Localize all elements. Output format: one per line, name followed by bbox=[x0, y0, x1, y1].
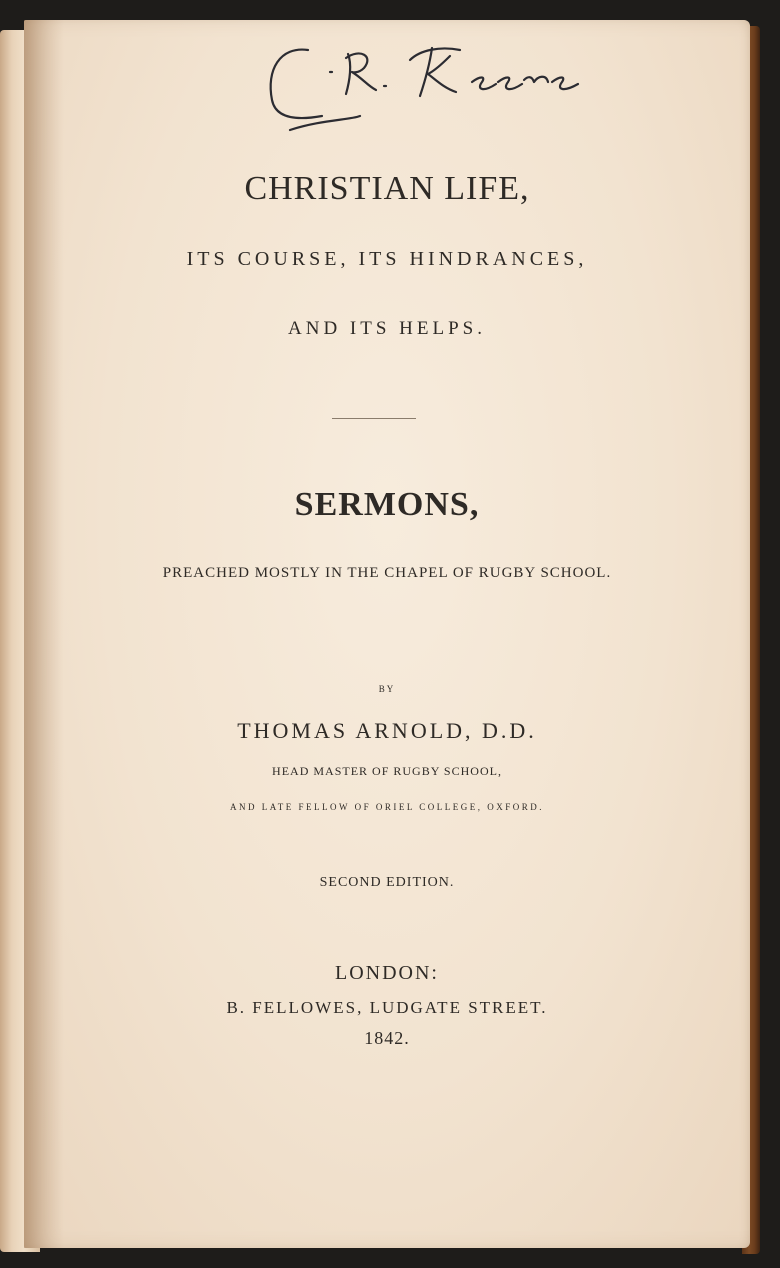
subtitle: SERMONS, bbox=[294, 486, 480, 523]
imprint-city: LONDON: bbox=[335, 962, 439, 984]
title-line-1: CHRISTIAN LIFE, bbox=[244, 170, 530, 207]
subtitle-note: PREACHED MOSTLY IN THE CHAPEL OF RUGBY SCHOOL. bbox=[162, 565, 612, 581]
handwritten-signature bbox=[260, 20, 740, 140]
by-label: BY bbox=[378, 684, 396, 694]
author-title-1: HEAD MASTER OF RUGBY SCHOOL, bbox=[272, 764, 502, 778]
title-line-3: AND ITS HELPS. bbox=[288, 318, 486, 339]
author-title-2: AND LATE FELLOW OF ORIEL COLLEGE, OXFORD. bbox=[230, 802, 544, 812]
author-name: THOMAS ARNOLD, D.D. bbox=[237, 718, 537, 743]
title-line-2: ITS COURSE, ITS HINDRANCES, bbox=[186, 248, 588, 270]
edition: SECOND EDITION. bbox=[319, 875, 455, 890]
imprint-year: 1842. bbox=[364, 1028, 410, 1048]
imprint-publisher: B. FELLOWES, LUDGATE STREET. bbox=[226, 998, 548, 1017]
divider-rule bbox=[332, 418, 416, 419]
